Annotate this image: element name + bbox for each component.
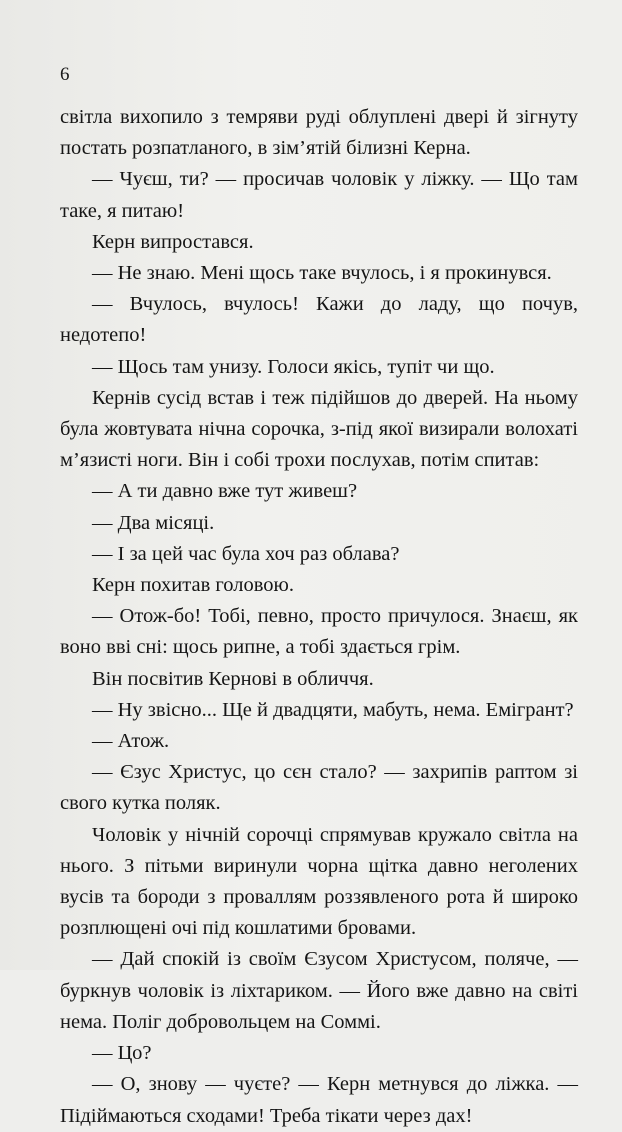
- paragraph: Керн похитав головою.: [92, 574, 294, 597]
- paragraph: — Не знаю. Мені щось таке вчулось, і я прокинувся.: [92, 262, 552, 285]
- paragraph: — Щось там унизу. Голоси якісь, тупіт чи що.: [92, 355, 495, 378]
- paragraph: — І за цей час була хоч раз облава?: [92, 542, 400, 565]
- paragraph: — Два місяці.: [92, 511, 215, 534]
- paragraph: Кернів сусід встав і теж підійшов до дверей. На ньому була жовтувата нічна сорочка, з-під якої визирали волохаті м’язисті ноги. Він і собі трохи послухав, потім спитав:: [60, 386, 578, 472]
- page-number: 6: [60, 64, 70, 85]
- paragraph: Він посвітив Кернові в обличчя.: [92, 667, 374, 690]
- paragraph: — О, знову — чуєте? — Керн метнувся до ліжка. — Підіймаються сходами! Треба тікати через дах!: [60, 1073, 578, 1127]
- paragraph: — Ну звісно... Ще й двадцяти, мабуть, нема. Емігрант?: [92, 698, 574, 721]
- paragraph: Керн випростався.: [92, 230, 254, 253]
- paragraph: — Вчулось, вчулось! Кажи до ладу, що почув, недотепо!: [60, 293, 578, 347]
- body-text: [60, 102, 578, 1132]
- paragraph: Чоловік у нічній сорочці спрямував кружало світла на нього. З пітьми виринули чорна щітка давно неголених вусів та бороди з проваллям роззявленого рота й широко розплющені очі під кошлатими бровами.: [60, 823, 578, 940]
- paragraph: — Дай спокій із своїм Єзусом Христусом, поляче, — буркнув чоловік із ліхтариком. — Його вже давно на світі нема. Поліг добровольцем на Соммі.: [60, 948, 578, 1033]
- paragraph: світла вихопило з темряви руді облуплені двері й зігнуту постать розпатланого, в зім’ятій білизні Керна.: [60, 106, 578, 160]
- paragraph: — А ти давно вже тут живеш?: [92, 480, 358, 503]
- paragraph: — Цо?: [92, 1042, 152, 1065]
- paragraph: — Чуєш, ти? — просичав чоловік у ліжку. — Що там таке, я питаю!: [60, 168, 578, 222]
- paragraph: — Атож.: [92, 730, 170, 753]
- paragraph: — Єзус Христус, цо сєн стало? — захрипів раптом зі свого кутка поляк.: [60, 761, 578, 815]
- paragraph: — Отож-бо! Тобі, певно, просто причулося. Знаєш, як воно вві сні: щось рипне, а тобі здається грім.: [60, 605, 578, 659]
